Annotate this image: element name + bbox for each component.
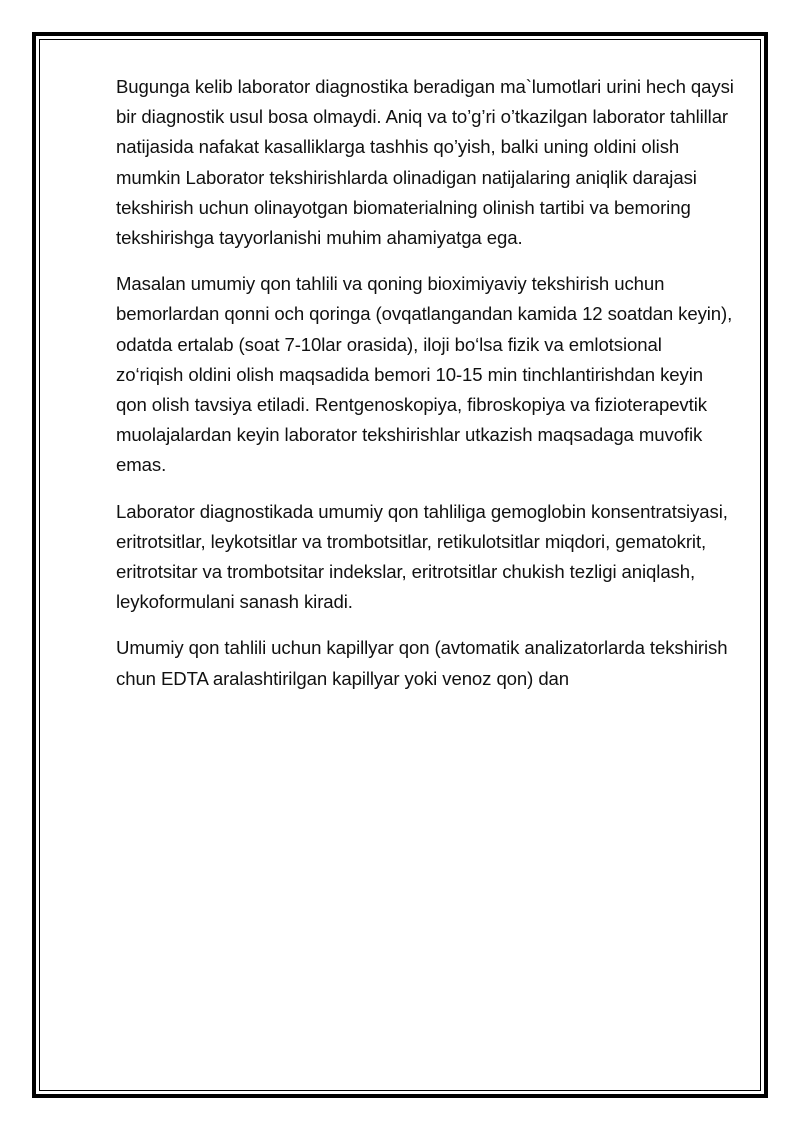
paragraph-4: Umumiy qon tahlili uchun kapillyar qon (avtomatik analizatorlarda tekshirish chun EDTA aralashtirilgan kapillyar yoki venoz qon) dan bbox=[116, 637, 728, 689]
paragraph-2: Masalan umumiy qon tahlili va qoning bioximiyaviy tekshirish uchun bemorlardan qonni och qoringa (ovqatlangandan kamida 12 soatdan keyin), odatda ertalab (soat 7-10lar orasida), iloji bo‘lsa fizik va emlotsional zo‘riqish oldini olish maqsadida bemori 10-15 min tinchlantirishdan keyin qon olish tavsiya etiladi. Rentgenoskopiya, fibroskopiya va fizioterapevtik muolajalardan keyin laborator tekshirishlar utkazish maqsadaga muvofik emas. bbox=[116, 273, 733, 476]
paragraph-3: Laborator diagnostikada umumiy qon tahliliga gemoglobin konsentratsiyasi, eritrotsitlar, leykotsitlar va trombotsitlar, retikulotsitlar miqdori, gematokrit, eritrotsitar va trombotsitar indekslar, eritrotsitlar chukish tezligi aniqlash, leykoformulani sanash kiradi. bbox=[116, 500, 728, 613]
paragraph-1: Bugunga kelib laborator diagnostika beradigan ma`lumotlari urini hech qaysi bir diagnostik usul bosa olmaydi. Aniq va to’g’ri o’tkazilgan laborator tahlillar natijasida nafakat kasalliklarga tashhis qo’yish, balki uning oldini olish mumkin Laborator tekshirishlarda olinadigan natijalaring aniqlik darajasi tekshirish uchun olinayotgan biomaterialning olinish tartibi va bemoring tekshirishga tayyorlanishi muhim ahamiyatga ega. bbox=[116, 76, 734, 249]
document-body bbox=[116, 72, 734, 710]
